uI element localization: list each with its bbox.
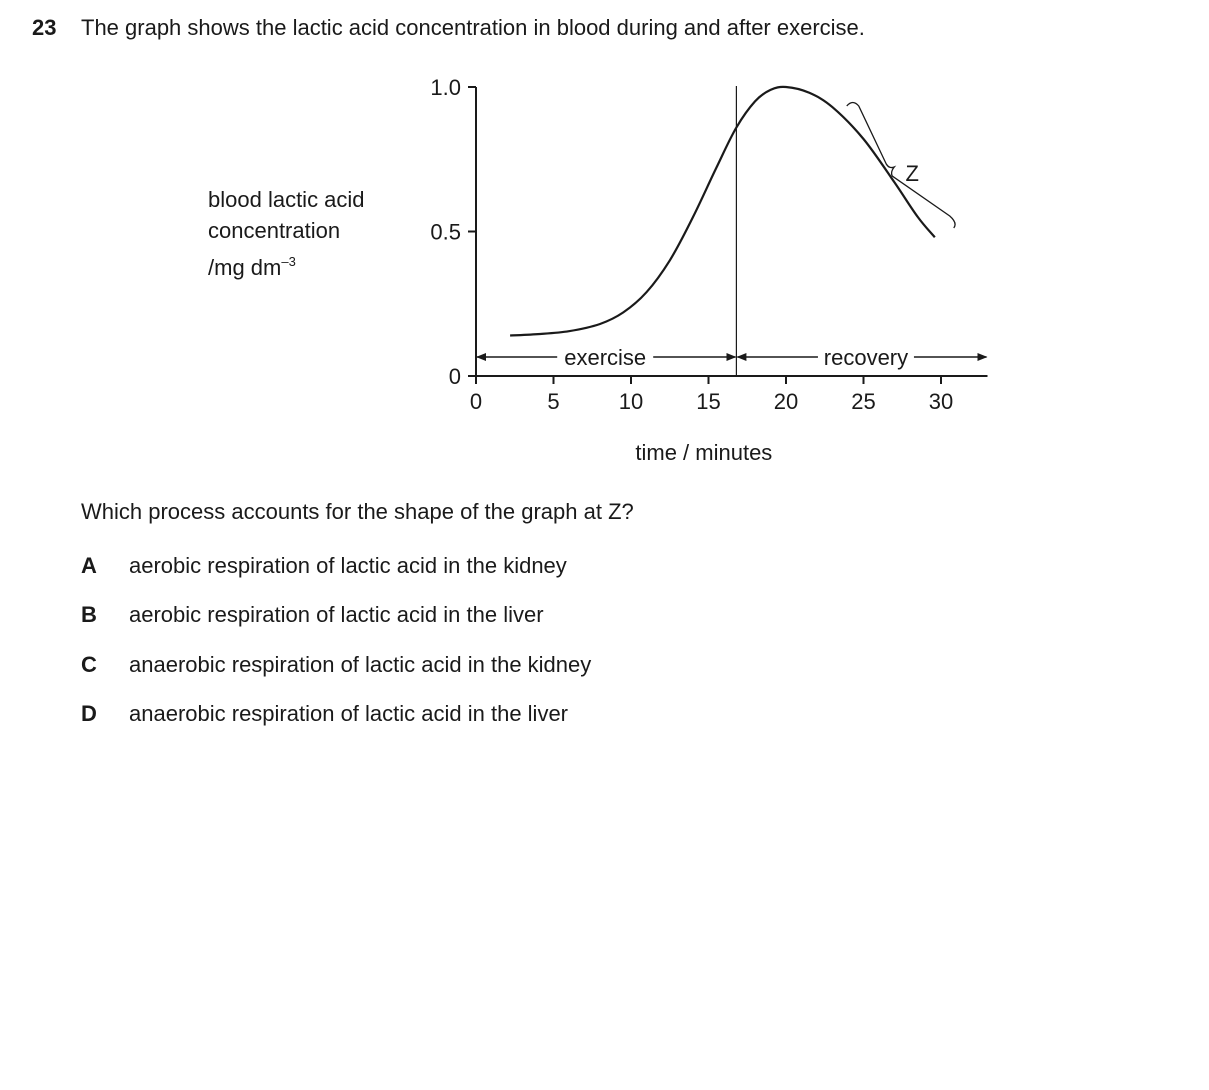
option-a-letter: A <box>81 553 97 578</box>
chart-series <box>510 87 935 336</box>
y-axis-label-line-2: concentration <box>208 218 341 243</box>
chart-ticks <box>430 75 953 465</box>
option-a-text: aerobic respiration of lactic acid in the kidney <box>129 553 567 578</box>
phase-label: exercise <box>564 345 647 370</box>
x-axis-title: time / minutes <box>635 440 773 465</box>
x-tick-label: 5 <box>547 389 560 414</box>
option-b-letter: B <box>81 602 97 627</box>
x-tick-label: 30 <box>928 389 954 414</box>
option-c-letter: C <box>81 652 97 677</box>
option-c-text: anaerobic respiration of lactic acid in the kidney <box>129 652 592 677</box>
y-tick-label: 1.0 <box>430 75 461 100</box>
x-tick-label: 0 <box>469 389 483 414</box>
question-prompt: Which process accounts for the shape of the graph at Z? <box>81 499 634 524</box>
z-brace <box>847 103 955 229</box>
y-axis-unit: /mg dm <box>208 255 282 280</box>
y-tick-label: 0.5 <box>430 219 461 245</box>
phase-label: recovery <box>823 345 909 370</box>
question-text: The graph shows the lactic acid concentration in blood during and after exercise. <box>81 15 865 40</box>
lactic-acid-chart <box>0 0 1209 480</box>
option-d-letter: D <box>81 701 97 726</box>
x-tick-label: 20 <box>773 389 799 414</box>
z-label: Z <box>905 161 919 186</box>
x-tick-label: 10 <box>618 389 644 414</box>
y-axis-label-line-1: blood lactic acid <box>208 187 365 212</box>
chart-annotations <box>847 103 955 229</box>
x-tick-label: 25 <box>851 389 876 414</box>
option-b-text: aerobic respiration of lactic acid in the liver <box>129 602 544 627</box>
option-d-text: anaerobic respiration of lactic acid in the liver <box>129 701 569 726</box>
y-axis-unit-exponent: –3 <box>281 254 296 269</box>
x-tick-label: 15 <box>696 389 721 414</box>
y-tick-label: 0 <box>448 364 461 389</box>
question-number: 23 <box>32 15 57 40</box>
lactic-acid-curve <box>510 87 935 336</box>
